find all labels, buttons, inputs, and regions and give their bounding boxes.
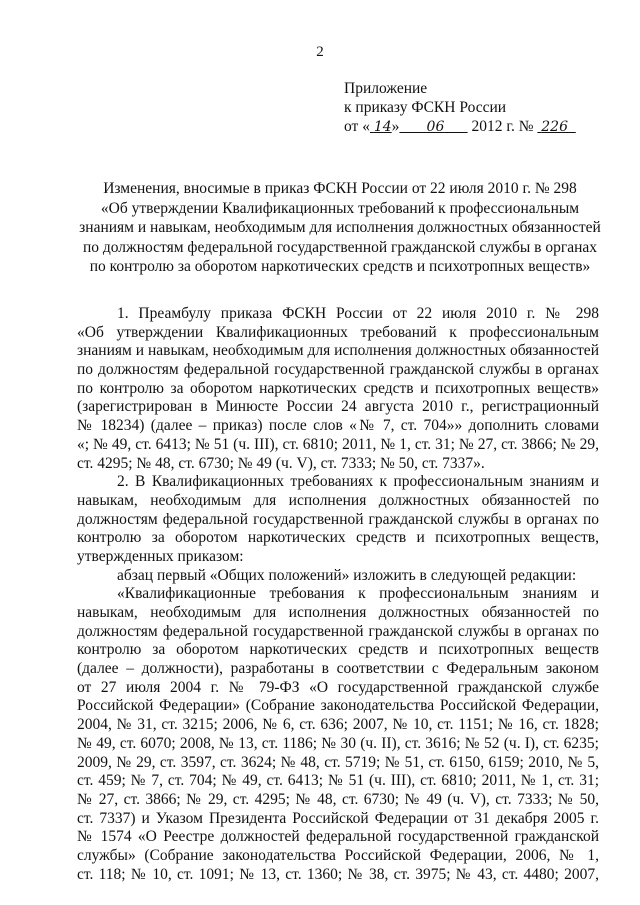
- date-day: 14: [373, 119, 392, 135]
- date-month: 06: [426, 119, 445, 135]
- body-line: от 27 июля 2004 г. № 79-ФЗ «О государственной гражданской службе: [77, 678, 599, 696]
- title-line: по должностям федеральной государственной гражданской службы в органах: [82, 238, 598, 256]
- body-line: ст. 4295; № 48, ст. 6730; № 49 (ч. V), ст. 7333; № 50, ст. 7337».: [77, 454, 485, 472]
- body-line: 1. Преамбулу приказа ФСКН России от 22 июля 2010 г. № 298: [117, 305, 599, 322]
- body-line: по должностям федеральной государственной гражданской службы в органах: [77, 361, 599, 379]
- title-line: знаниям и навыкам, необходимым для исполнения должностных обязанностей: [79, 219, 601, 236]
- body-line: контролю за оборотом наркотических средств и психотропных веществ: [77, 641, 599, 659]
- date-year: 2012 г. №: [471, 118, 534, 135]
- page-number: 2: [316, 44, 324, 60]
- body-line: ст. 118; № 10, ст. 1091; № 13, ст. 1360; № 38, ст. 3975; № 43, ст. 4480; 2007,: [77, 865, 599, 883]
- body-line: «; № 49, ст. 6413; № 51 (ч. III), ст. 6810; 2011, № 1, ст. 31; № 27, ст. 3866; № 29,: [77, 435, 599, 453]
- appendix-reference: к приказу ФСКН России: [344, 99, 507, 116]
- body-line: по контролю за оборотом наркотических средств и психотропных веществ»: [77, 379, 599, 397]
- title-line: по контролю за оборотом наркотических средств и психотропных веществ»: [89, 258, 591, 275]
- title-line: Изменения, вносимые в приказ ФСКН России от 22 июля 2010 г. № 298: [103, 180, 577, 197]
- body-line: 2009, № 29, ст. 3597, ст. 3624; № 48, ст. 5719; № 51, ст. 6150, 6159; 2010, № 5,: [77, 753, 599, 771]
- body-line: ст. 7337) и Указом Президента Российской Федерации от 31 декабря 2005 г.: [77, 809, 599, 827]
- body-line: контролю за оборотом наркотических средств и психотропных веществ,: [77, 529, 599, 547]
- body-line: ст. 459; № 7, ст. 704; № 49, ст. 6413; № 51 (ч. III), ст. 6810; 2011, № 1, ст. 31;: [77, 772, 599, 790]
- body-line: знаниям и навыкам, необходимым для исполнения должностных обязанностей: [77, 342, 599, 360]
- body-line: Российской Федерации» (Собрание законодательства Российской Федерации,: [77, 697, 599, 715]
- title-line: «Об утверждении Квалификационных требований к профессиональным: [100, 199, 580, 217]
- body-line: № 49, ст. 6070; 2008, № 13, ст. 1186; № 30 (ч. II), ст. 3616; № 52 (ч. I), ст. 6235;: [77, 734, 599, 752]
- date-day-suffix: »: [391, 118, 400, 135]
- body-line: должностям федеральной государственной гражданской службы в органах по: [77, 510, 599, 528]
- body-line: «Квалификационные требования к профессиональным знаниям и: [117, 585, 599, 603]
- document-body: [77, 305, 599, 884]
- body-line: навыкам, необходимым для исполнения должностных обязанностей по: [77, 491, 599, 509]
- body-line: 2. В Квалификационных требованиях к профессиональным знаниям и: [117, 473, 599, 491]
- body-line: 2004, № 31, ст. 3215; 2006, № 6, ст. 636; 2007, № 10, ст. 1151; № 16, ст. 1828;: [77, 716, 599, 734]
- body-line: службы» (Собрание законодательства Российской Федерации, 2006, № 1,: [77, 846, 599, 864]
- body-line: абзац первый «Общих положений» изложить в следующей редакции:: [117, 566, 577, 584]
- appendix-title: Приложение: [344, 80, 428, 97]
- body-line: (зарегистрирован в Минюсте России 24 августа 2010 г., регистрационный: [77, 398, 599, 416]
- body-line: навыкам, необходимым для исполнения должностных обязанностей по: [77, 604, 599, 621]
- body-line: (далее – должности), разработаны в соответствии с Федеральным законом: [77, 660, 599, 678]
- date-prefix: от «: [344, 118, 370, 135]
- order-number: 226: [541, 119, 568, 135]
- body-line: должностям федеральной государственной гражданской службы в органах по: [77, 622, 599, 640]
- appendix-date-line: [344, 117, 576, 137]
- body-line: утвержденных приказом:: [77, 547, 244, 565]
- body-line: «Об утверждении Квалификационных требований к профессиональным: [77, 323, 599, 341]
- body-line: № 27, ст. 3866; № 29, ст. 4295; № 48, ст. 6730; № 49 (ч. V), ст. 7333; № 50,: [77, 790, 599, 808]
- body-line: № 1574 «О Реестре должностей федеральной государственной гражданской: [77, 828, 599, 846]
- body-line: № 18234) (далее – приказ) после слов «№ 7, ст. 704»» дополнить словами: [77, 417, 599, 435]
- document-title: [70, 179, 610, 277]
- appendix-header: [344, 79, 576, 137]
